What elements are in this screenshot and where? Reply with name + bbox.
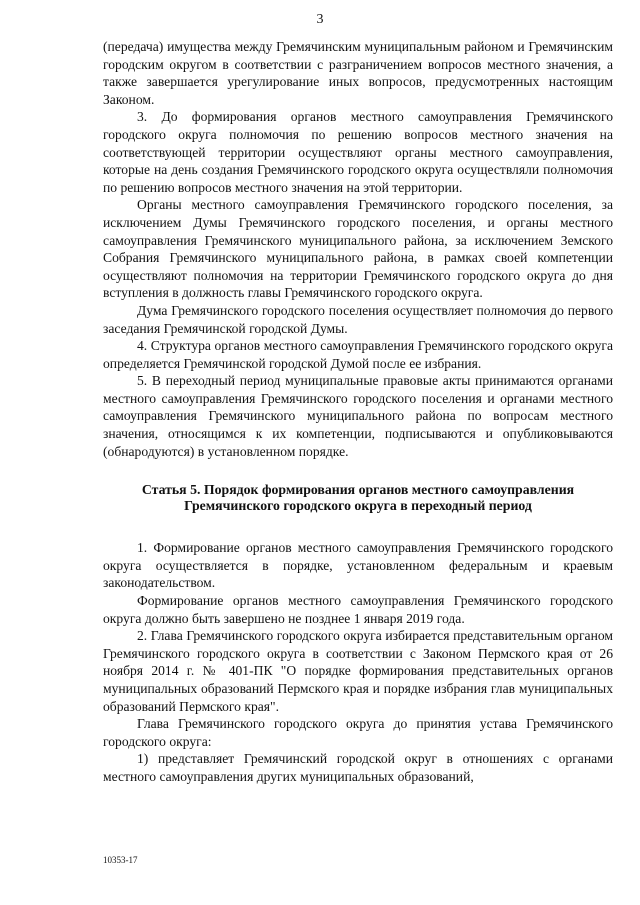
paragraph-article5-clause-2: 2. Глава Гремячинского городского округа избирается представительным органом Гремячинского городского округа в соответствии с Законом Пермского края от 26 ноября 2014 г. № 401-ПК "О порядке формирования представительных органов муниципальных образований Пермского края и порядке избрания глав муниципальных образований Пермского края". (103, 628, 613, 714)
paragraph-clause-5: 5. В переходный период муниципальные правовые акты принимаются органами местного самоуправления Гремячинского городского поселения и органами местного самоуправления Гремячинского муниципального района по вопросам местного значения, относящимся к их компетенции, подписываются и опубликовываются (обнародуются) в установленном порядке. (103, 373, 613, 459)
paragraph-clause-4: 4. Структура органов местного самоуправления Гремячинского городского округа определяется Гремячинской городской Думой после ее избрания. (103, 338, 613, 371)
document-body (103, 38, 613, 786)
paragraph-duma: Дума Гремячинского городского поселения осуществляет полномочия до первого заседания Гремячинской городской Думы. (103, 302, 613, 336)
paragraph-continuation: (передача) имущества между Гремячинским муниципальным районом и Гремячинским городским округом в соответствии с разграничением вопросов местного значения, а также завершается урегулирование иных вопросов, предусмотренных настоящим Законом. (103, 39, 613, 107)
article-heading: Статья 5. Порядок формирования органов местного самоуправления Гремячинского городского округа в переходный период (141, 482, 575, 514)
page-number: 3 (316, 12, 324, 27)
paragraph-subclause-1: 1) представляет Гремячинский городской округ в отношениях с органами местного самоуправления других муниципальных образований, (103, 751, 613, 784)
paragraph-local-bodies: Органы местного самоуправления Гремячинского городского поселения, за исключением Думы Гремячинского городского поселения, и органы местного самоуправления Гремячинского муниципального района, за исключением Земского Собрания Гремячинского муниципального района, в рамках своей компетенции осуществляют полномочия на территории Гремячинского городского округа до дня вступления в должность главы Гремячинского городского округа. (103, 197, 613, 301)
paragraph-article5-clause-1: 1. Формирование органов местного самоуправления Гремячинского городского округа осуществляется в порядке, установленном федеральным и краевым законодательством. (103, 540, 613, 591)
document-code: 10353-17 (103, 855, 138, 865)
paragraph-clause-3: 3. До формирования органов местного самоуправления Гремячинского городского округа полномочия по решению вопросов местного значения на соответствующей территории осуществляют органы местного самоуправления, которые на день создания Гремячинского городского округа осуществляли полномочия по решению вопросов местного значения на этой территории. (103, 109, 613, 195)
paragraph-formation-deadline: Формирование органов местного самоуправления Гремячинского городского округа должно быть завершено не позднее 1 января 2019 года. (103, 593, 613, 626)
paragraph-head-powers: Глава Гремячинского городского округа до принятия устава Гремячинского городского округа: (103, 716, 613, 749)
